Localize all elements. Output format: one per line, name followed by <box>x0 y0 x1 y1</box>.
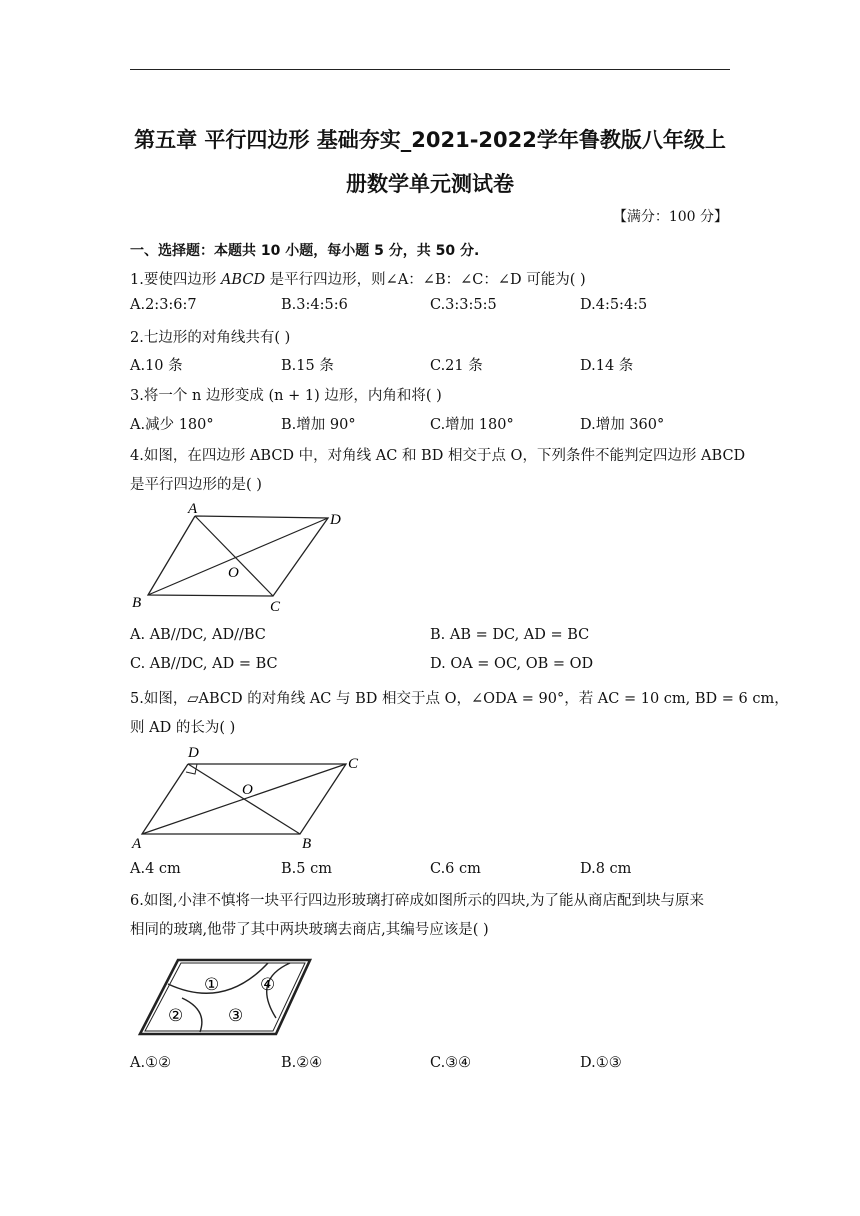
q5-option-c: C.6 cm <box>430 861 481 877</box>
q3-stem: 3.将一个 n 边形变成 (n + 1) 边形，内角和将( ) <box>130 388 442 404</box>
q2-option-d: D.14 条 <box>580 358 634 374</box>
q4-diagonal-ac <box>195 516 273 596</box>
q1-stem-var: ABCD <box>220 272 266 288</box>
title-line-2: 册数学单元测试卷 <box>346 172 514 196</box>
q4-option-a: A. AB//DC, AD//BC <box>130 627 266 643</box>
q6-piece-2: ② <box>168 1006 184 1026</box>
full-score: 【满分：100 分】 <box>612 209 728 225</box>
header-rule <box>130 69 730 70</box>
q5-option-a: A.4 cm <box>130 861 181 877</box>
q4-label-b: B <box>132 595 142 611</box>
q5-option-d: D.8 cm <box>580 861 632 877</box>
q3-option-b: B.增加 90° <box>281 417 356 433</box>
q5-figure <box>128 740 368 852</box>
q6-option-c: C.③④ <box>430 1055 472 1071</box>
q1-option-a: A.2:3:6:7 <box>130 297 197 313</box>
q1-stem-b: 是平行四边形，则∠A：∠B：∠C：∠D 可能为( ) <box>265 272 586 288</box>
q5-stem-line-2: 则 AD 的长为( ) <box>130 720 236 736</box>
q6-piece-1: ① <box>204 975 220 995</box>
q2-option-c: C.21 条 <box>430 358 483 374</box>
q5-diagonal-bd <box>188 764 300 834</box>
q1-option-d: D.4:5:4:5 <box>580 297 648 313</box>
q4-option-c: C. AB//DC, AD = BC <box>130 656 278 672</box>
page-title <box>130 118 730 206</box>
q6-figure <box>134 950 314 1042</box>
q5-label-o: O <box>242 782 253 798</box>
q1-stem-a: 1.要使四边形 <box>130 272 221 288</box>
q4-option-b: B. AB = DC, AD = BC <box>430 627 590 643</box>
section-heading: 一、选择题：本题共 10 小题，每小题 5 分，共 50 分. <box>130 243 480 259</box>
q4-label-c: C <box>270 599 281 615</box>
q5-stem-line-1: 5.如图，▱ABCD 的对角线 AC 与 BD 相交于点 O，∠ODA = 90°，若 AC = 10 cm, BD = 6 cm， <box>130 691 789 707</box>
q6-stem-line-1: 6.如图,小津不慎将一块平行四边形玻璃打碎成如图所示的四块,为了能从商店配到块与原来 <box>130 893 705 909</box>
q3-option-c: C.增加 180° <box>430 417 514 433</box>
q4-label-a: A <box>188 501 198 517</box>
q6-piece-3: ③ <box>228 1006 244 1026</box>
q1-option-b: B.3:4:5:6 <box>281 297 348 313</box>
q2-stem: 2.七边形的对角线共有( ) <box>130 330 291 346</box>
q4-stem-line-1: 4.如图，在四边形 ABCD 中，对角线 AC 和 BD 相交于点 O，下列条件不能判定四边形 ABCD <box>130 448 746 464</box>
q5-label-a: A <box>132 836 142 852</box>
q4-figure <box>128 500 358 618</box>
q3-option-d: D.增加 360° <box>580 417 665 433</box>
q6-option-b: B.②④ <box>281 1055 323 1071</box>
q1-option-c: C.3:3:5:5 <box>430 297 497 313</box>
q5-label-c: C <box>348 756 359 772</box>
q3-option-a: A.减少 180° <box>130 417 214 433</box>
title-line-1: 第五章 平行四边形 基础夯实_2021-2022学年鲁教版八年级上 <box>134 128 726 152</box>
q4-label-d: D <box>330 512 341 528</box>
q5-label-d: D <box>188 745 199 761</box>
q4-stem-line-2: 是平行四边形的是( ) <box>130 477 262 493</box>
q2-option-b: B.15 条 <box>281 358 334 374</box>
q5-option-b: B.5 cm <box>281 861 332 877</box>
q6-parallelogram-outer <box>140 960 310 1034</box>
q2-option-a: A.10 条 <box>130 358 183 374</box>
q4-label-o: O <box>228 565 239 581</box>
q6-piece-4: ④ <box>260 975 276 995</box>
q1-stem <box>130 268 586 289</box>
q6-option-d: D.①③ <box>580 1055 622 1071</box>
q5-label-b: B <box>302 836 312 852</box>
q6-option-a: A.①② <box>130 1055 172 1071</box>
q4-option-d: D. OA = OC, OB = OD <box>430 656 594 672</box>
q6-crack-2 <box>182 998 202 1032</box>
q6-stem-line-2: 相同的玻璃,他带了其中两块玻璃去商店,其编号应该是( ) <box>130 922 489 938</box>
